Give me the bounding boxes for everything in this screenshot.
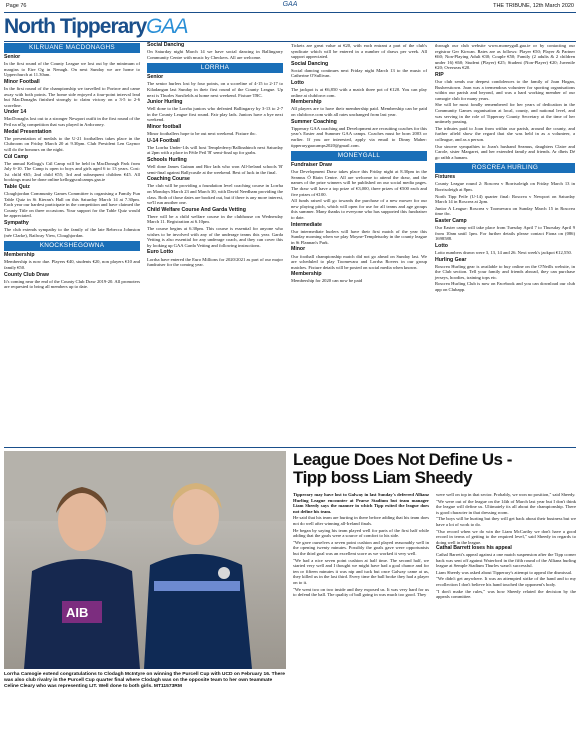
column-moneygall: Tickets are great value at €20, with each entrant a part of the club's syndicate which will be entered in a number of draws per week. All support appreciated. Social Dancing Social dancing continues next Friday night March 13 to the music of Catherine O'Sullivan. Lotto The jackpot is at €6,850 with a match three pot of €120. You can play online at clubforce.com. Membership All players are to have their membership paid. Membership can be paid on clubforce.com with all rates unchanged from last year. Summer Coaching Tipperary GAA coaching and Development are recruiting coaches for this year's Easter and Summer GAA camps. Coaches must be born 2003 or earlier. If you are interested, apply via email to Dinny Maher: tipperarygaacamps2020@gmail.com. MONEYGALL Fundraiser Draw Our Development Draw takes place this Friday night at 8.30pm in the Seamus Ó Riain Centre. All are welcome to attend the draw, and the names of the prize winners will be published on our social media pages. The draw will have a top prize of €3,000, three prizes of €500 each and five prizes of €100. All funds raised will go towards the purchase of a new mower for our new playing pitch, which will open for use for all teams and age groups this summer. Many thanks to everyone who has supported this fundraiser to date. Intermediate Our intermediate hurlers will have their first match of the year this Sunday morning when we play Moyne-Templetuohy in the county league in St Flannan's Park. Minor Our football championship match did not go ahead on Sunday last. We are scheduled to play Toomevara and Lorrha Rovers in our group matches. Fixture details will be posted on social media when known. Membership Membership for 2020 can now be paid [291,43,427,284]
club-band-kilruane: KILRUANE MACDONAGHS [4,43,140,53]
club-band-lorrha: LORRHA [147,63,283,73]
edition-date: THE TRIBUNE, 12th March 2020 [493,3,574,9]
club-band-moneygall: MONEYGALL [291,151,427,161]
club-band-knockshegowna: KNOCKSHEGOWNA [4,241,140,251]
club-band-roscrea: ROSCREA HURLING [435,163,575,173]
column-roscrea: through our club website www.moneygall.gaa.ie or by contacting our registrar Ger Kirwan. Rates are as follows: Player €50; Player & Partner €60; Non-Playing Adult €30; Couple €50; Family (2 adults & 2 children under 16) €60; Student (Player) €25; Student (Non-Player) €20; Juvenile €20; Overseas €20. RIP Our club sends our deepest condolences to the family of Joan Hogan, Bushersttown. Joan was a tremendous volunteer for sporting organisations within our parish and beyond, and was a hard working member of our camogie club for many years. She will be most fondly remembered for her years of dedication in the Community Games organisation at local, county, and national level, and was serving in the role of Tipperary County Secretary at the time of her untimely passing. The tributes paid to Joan from within our parish, around the county, and further afield show the regard that she was held in as a volunteer, a colleague, and as a person. Our sincere sympathies to Joan's husband Seamus, daughters Claire and Carole, sister Margaret, and her extended family and friends. Ar dheis Dé go raibh a hanam. ROSCREA HURLING Fixtures County League round 2: Roscrea v Borrisoleigh on Friday March 13 in Borrisoleigh at 8pm. North Tipp Feile (U-14) quarter final: Roscrea v Newport on Saturday March 14 in Roscrea at 2pm. Junior A League: Roscrea v Toomevara on Sunday March 15 in Roscrea time tbc. Easter Camp Our Easter camp will take place from Tuesday April 7 to Thursday April 9 from 10am until 1pm. For further details please contact Fiona on (086) 1698588. Lotto Lotto numbers drawn were 3, 13, 14 and 26. Next week's jackpot €12,550. Hurling Gear Roscrea Hurling gear is available to buy online on the O'Neills website, in the Club section. Tell your family and friends abroad, they can purchase jerseys, hoodies, training tops etc. Roscrea Hurling Club is now on Facebook and you can download our club app on Clubapp. [435,43,575,293]
story-column-b: were well on top in that sector. Probably, we won no position," said Sheedy. "We were out of the league on the 14th of March last year but I don't think the league will define us. Ultimately its all about the championship. There is good character in that dressing room. "The boys will be hurting but they will get back about their business but we have a lot of work to do. "Our record when we do win the Liam McCarthy we don't have a good record in terms of getting to the required level," said Sheedy in regards to doing well in the league. Cathal Barrett loses his appeal Cathal Barrett's appeal against a one match suspension after the Tipp corner back was sent off against Waterford in the fifth round of the Allianz hurling league at Semple Stadium Thurles wasn't successful. Liam Sheedy was asked about Tipperary's attempt to appeal the dismissal. "We didn't get anywhere. It was an attempted strike of the hand and to my recollection I don't believe his hand touched the opponent's body. "I don't make the rules," was how Sheedy related the decision by the appeals committee. [436,492,576,600]
page-number: Page 76 [6,3,27,9]
section-label: GAA [282,1,298,8]
divider [4,447,576,448]
divider [4,41,576,42]
story-column-a: Tipperary may have lost to Galway in last Sunday's deferred Allianz Hurling League encounter at Pearse Stadium but team manager Liam Sheedy says the manner in which Tipp exited the league does not define his team. He said that his team are hurting in there before adding that his team does not do well after winning all-Ireland finals. He began by saying his team played well for parts of the first half while adding that the goals were a source of comfort to his side. "We gave ourselves a seven point cushion and played reasonably well in the opening twenty minutes. Possibly the goals gave were opportunists but the third goal was an excellent score as we worked it very well. "We had a nice seven point cushion at half time. The second half, we started very well and I thought we might have had a goal chance and for ten or fifteen minutes it was nip and tuck but once Galway came at us, they killed us in the last third. Every time the ball broke they had a player on to it. "We went two on two inside and they exposed us. It was very hard for us to defend the ball. The quality of ball going in was much too good. They [293,492,429,598]
column-kilruane: KILRUANE MACDONAGHS Senior In the first round of the County League we lost out by the minimum of margins to Eire Og in Nenagh. On next Sunday we are home to Upperchurch at 11.30am. Minor Football In the first round of the championship we travelled to Portroe and came away with both points. The home side enjoyed a four-point interval lead but MacDonaghs finished strongly to claim victory on a 3-5 to 2-6 scoreline. Under 14 MacDonaghs lost out to a stronger Newport outfit in the first round of the Peil na nÓg competition that was played in Ardcroney. Medal Presentation The presentation of medals to the U-21 footballers takes place in the Clubroom on Friday March 20 at 9.30pm. Club President Len Gaynor will do the honours on the night. Cúl Camp The annual Kellogg's Cúl Camp will be held in MacDonagh Park from July 6-10. The Camp is open to boys and girls aged 6 to 13 years. Cost: 1st child €65; 2nd child €55; 3rd and subsequent children €45. All bookings must be done online kelloggsculcamps.gaa.ie Table Quiz Cloughjordan Community Games Committee is organising a Family Fun Table Quiz in St Kieran's Hall on this Saturday March 14 at 7.30pm. Each year our hardest participate in the competition and have claimed the County Title on three occasions. Your support for the Table Quiz would be appreciated. Sympathy The club extends sympathy to the family of the late Rebecca Johnston (née Clarke), Railway View, Cloughjordan. KNOCKSHEGOWNA Membership Membership is now due. Players €40, students €20, non players €10 and family €50. County Club Draw It's coming near the end of the County Club Draw 2019-20. All promoters are requested to bring all members up to date. [4,44,140,290]
page-header [4,0,576,12]
jersey-logo: AIB [66,605,89,620]
divider [4,12,576,13]
feature-photo [4,451,286,669]
section-masthead: North TipperaryGAA [4,15,188,38]
story-headline: League Does Not Define Us - Tipp boss Liam Sheedy [293,450,512,487]
photo-caption: Lorrha Camogie extend congratulations to Clodagh McIntyre on winning the Purcell Cup with UCD on February 16. There was also club rivalry in the Purcell Cup quarter final where Clodagh was on the opposite team to her own teammate Celine Cleary who was representing LIT. Well done to both girls. MT11573RM [4,672,285,689]
column-lorrha: Social Dancing On Saturday night March 14 we have social dancing in Ballingarry Community Centre with music by Checkers. All are welcome. LORRHA Senior The senior hurlers lost by four points, on a scoreline of 4-15 to 2-17 to Kiladangan last Sunday in their first round of the County League. Up next is Thurles Sarsfields at home next weekend. Fixture TBC. Junior Hurling Well done to the Lorrha juniors who defeated Ballingarry by 3-13 to 2-7 in the County League first round. Fair play lads. Juniors have a bye next weekend. Minor football Minor footballers hope to be out next weekend. Fixture tbc. U-14 Football The Lorrha Under-14s will host Templederry/Ballinahinch next Saturday at 2pm with a place in Féile Peil 'B' semi-final up for grabs. Schools Hurling Well done James Guinan and Birr lads who won All-Ireland schools 'B' semi-final against Ballycastle at the weekend. Best of luck in the final. Coaching Course The club will be providing a foundation level coaching course in Lorrha on Mondays March 23 and March 30, with David Needham providing the class. Both of those dates are booked out, but if there is any more interest, we'll run another one. Child Welfare Course And Garda Vetting There will be a child welfare course in the clubhouse on Wednesday March 11. Registration at 6.10pm. The course begins at 6.30pm. This course is essential for anyone who wishes to be involved with any of the underage teams this year. Garda Vetting is also essential for any underage coach, and they can cover this by looking up GAA Garda Vetting and following instructions. Euro Lotto Lorrha have entered the Euro Millions for 2020/2021 as part of our major fundraiser for the coming year. [147,42,283,268]
